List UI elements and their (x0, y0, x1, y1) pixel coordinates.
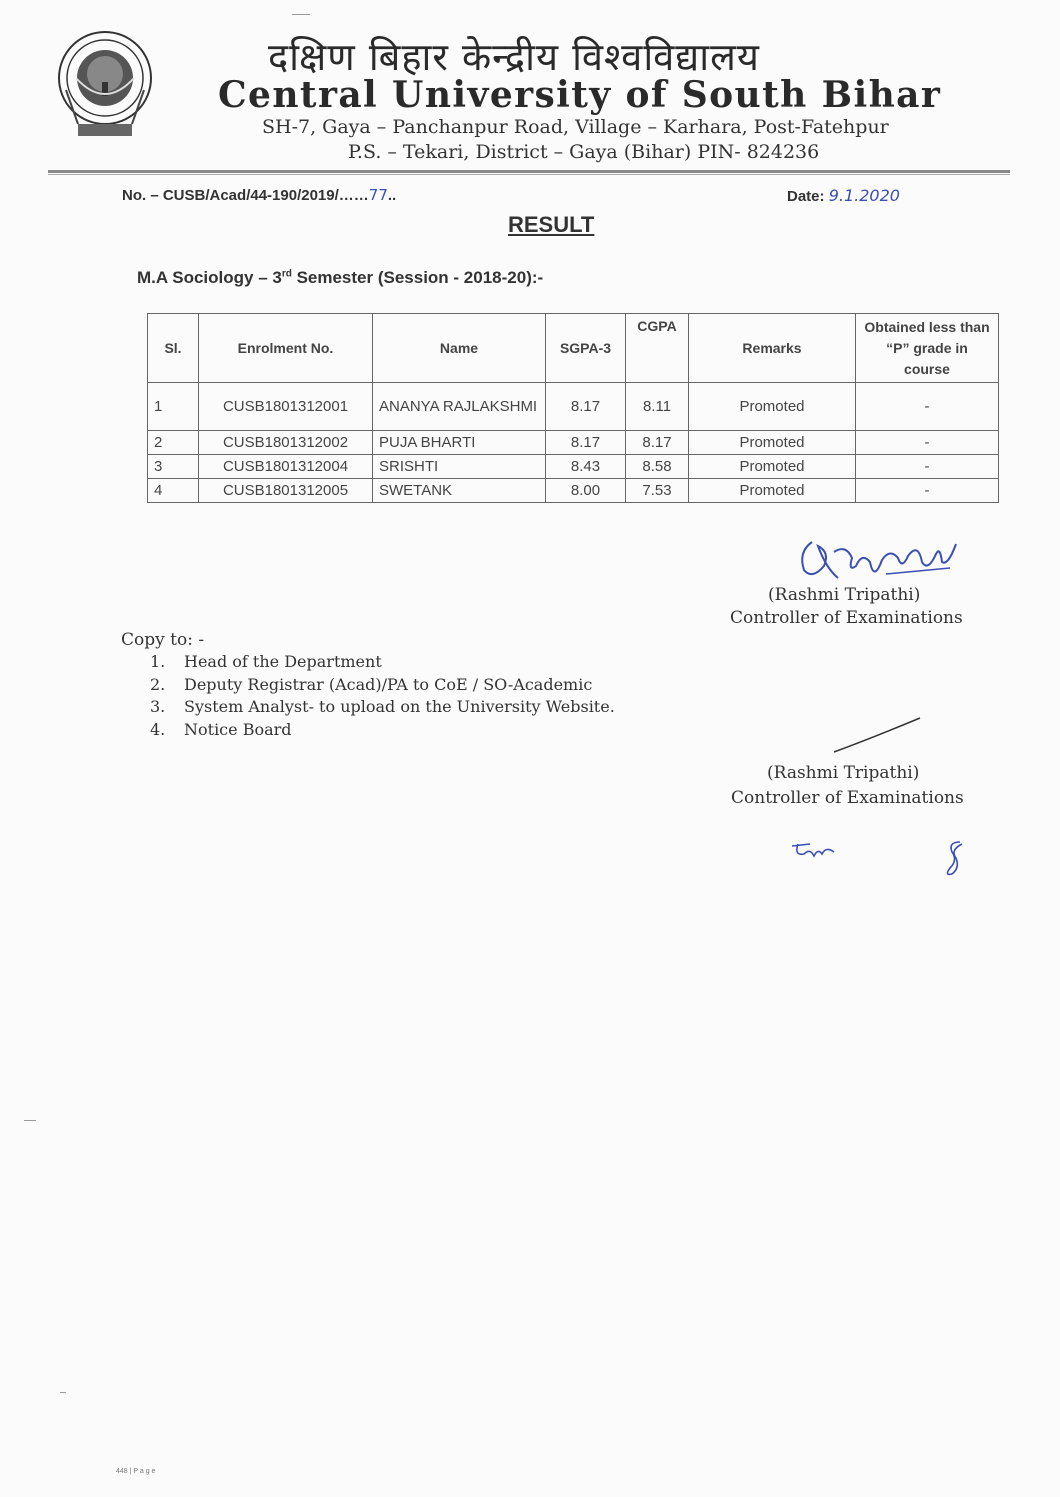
cell-obtained: - (856, 479, 999, 503)
list-item-number: 3. (150, 697, 166, 716)
handwritten-initials-icon (790, 836, 840, 866)
cell-enrolment: CUSB1801312004 (199, 455, 373, 479)
signatory-2-title: Controller of Examinations (731, 788, 964, 808)
course-title-sup: rd (281, 268, 292, 280)
scan-speck (292, 14, 310, 15)
cell-sl: 1 (148, 383, 199, 431)
date-label: Date: (787, 188, 825, 205)
scan-speck (60, 1392, 66, 1393)
cell-sgpa: 8.00 (546, 479, 626, 503)
list-item-text: System Analyst- to upload on the University Website. (184, 697, 615, 716)
signatory-2-name: (Rashmi Tripathi) (767, 763, 920, 783)
cell-remarks: Promoted (689, 479, 856, 503)
list-item (150, 720, 615, 743)
list-item-text: Notice Board (184, 719, 292, 739)
page-footer: 448 | P a g e (116, 1468, 156, 1475)
cell-sgpa: 8.17 (546, 431, 626, 455)
course-title-prefix: M.A Sociology – 3 (137, 268, 282, 287)
list-item-number: 4. (150, 719, 166, 739)
table-row (148, 479, 999, 503)
header-cgpa: CGPA (626, 314, 689, 383)
cell-sl: 2 (148, 431, 199, 455)
list-item-number: 2. (150, 674, 166, 694)
copy-to-list (150, 652, 615, 742)
reference-number-handwritten: 77 (368, 186, 388, 204)
cell-cgpa: 8.17 (626, 431, 689, 455)
cell-sgpa: 8.43 (546, 455, 626, 479)
cell-cgpa: 8.11 (626, 383, 689, 431)
cell-sl: 4 (148, 479, 199, 503)
cell-obtained: - (856, 455, 999, 479)
cell-enrolment: CUSB1801312001 (199, 383, 373, 431)
course-title (137, 268, 543, 288)
university-emblem-icon (56, 30, 154, 148)
reference-number-label: No. – CUSB/Acad/44-190/2019/…… (122, 187, 369, 204)
cell-name: PUJA BHARTI (373, 431, 546, 455)
cell-remarks: Promoted (689, 455, 856, 479)
handwritten-number-icon (940, 838, 970, 878)
scan-speck (24, 1120, 36, 1121)
university-name-hindi: दक्षिण बिहार केन्द्रीय विश्वविद्यालय (268, 35, 760, 79)
header-sgpa: SGPA-3 (546, 314, 626, 383)
list-item-text: Head of the Department (184, 652, 382, 671)
cell-enrolment: CUSB1801312005 (199, 479, 373, 503)
table-row (148, 383, 999, 431)
signatory-1-title: Controller of Examinations (730, 608, 963, 628)
cell-name: SWETANK (373, 479, 546, 503)
cell-sgpa: 8.17 (546, 383, 626, 431)
signature-2-icon (832, 716, 932, 756)
header-enrolment: Enrolment No. (199, 314, 373, 383)
cell-obtained: - (856, 431, 999, 455)
table-row (148, 455, 999, 479)
reference-number: No. – CUSB/Acad/44-190/2019/……77.. (122, 186, 397, 204)
signature-1-icon (790, 522, 970, 592)
cell-enrolment: CUSB1801312002 (199, 431, 373, 455)
header-name: Name (373, 314, 546, 383)
header-obtained-less: Obtained less than “P” grade in course (856, 314, 999, 383)
list-item (150, 652, 615, 675)
result-table (147, 313, 999, 503)
table-row (148, 431, 999, 455)
address-line-2: P.S. – Tekari, District – Gaya (Bihar) PIN- 824236 (348, 141, 820, 163)
header-sl: Sl. (148, 314, 199, 383)
cell-name: ANANYA RAJLAKSHMI (373, 383, 546, 431)
cell-remarks: Promoted (689, 431, 856, 455)
cell-cgpa: 7.53 (626, 479, 689, 503)
date-handwritten: 9.1.2020 (828, 186, 900, 205)
document-date (787, 186, 900, 205)
course-title-suffix: Semester (Session - 2018-20):- (291, 268, 544, 287)
cell-remarks: Promoted (689, 383, 856, 431)
list-item-number: 1. (150, 652, 166, 671)
cell-obtained: - (856, 383, 999, 431)
cell-name: SRISHTI (373, 455, 546, 479)
list-item (150, 697, 615, 720)
copy-to-label: Copy to: - (121, 630, 205, 650)
address-line-1: SH-7, Gaya – Panchanpur Road, Village – Karhara, Post-Fatehpur (262, 116, 889, 138)
signatory-1-name: (Rashmi Tripathi) (768, 585, 921, 605)
header-remarks: Remarks (689, 314, 856, 383)
university-name-english: Central University of South Bihar (218, 74, 942, 116)
cell-sl: 3 (148, 455, 199, 479)
header-divider (48, 170, 1010, 173)
table-header-row (148, 314, 999, 383)
result-heading: RESULT (508, 212, 595, 237)
list-item-text: Deputy Registrar (Acad)/PA to CoE / SO-Academic (184, 674, 593, 694)
list-item (150, 675, 615, 698)
cell-cgpa: 8.58 (626, 455, 689, 479)
header-divider-thin (48, 174, 1010, 175)
